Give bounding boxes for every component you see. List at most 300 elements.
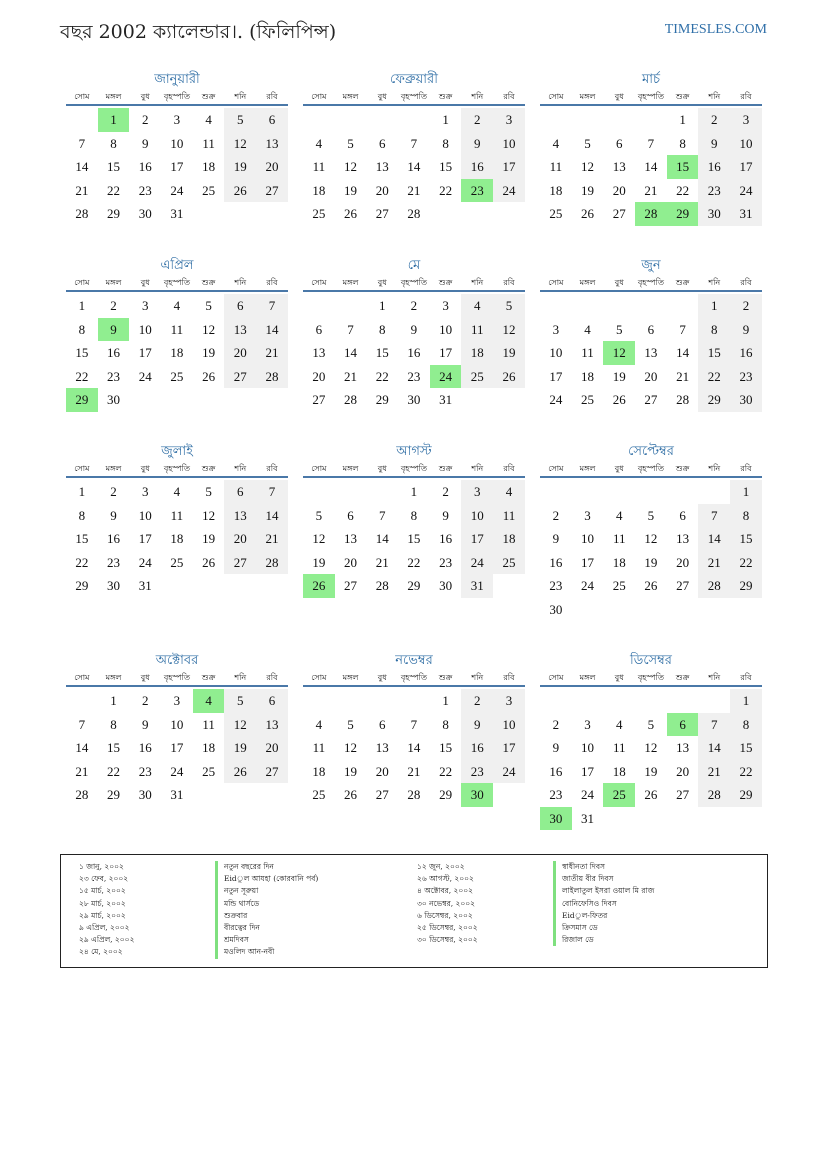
day-cell: 29 — [698, 388, 730, 412]
weekday-label: বৃহস্পতি — [163, 278, 190, 287]
day-cell: 2 — [110, 298, 117, 313]
empty-day-cell — [493, 574, 525, 598]
day-cell: 18 — [312, 763, 326, 779]
holiday-day-cell: 25 — [603, 783, 635, 807]
weekday-label: সোম — [74, 673, 90, 682]
day-cell: 22 — [698, 365, 730, 389]
day-cell: 10 — [138, 321, 152, 337]
day-cell: 6 — [256, 689, 288, 713]
site-link[interactable]: TIMESLES.COM — [664, 22, 767, 37]
day-cell: 6 — [378, 716, 386, 732]
day-cell: 27 — [375, 206, 389, 221]
holiday-list-item — [407, 861, 654, 873]
empty-day-cell — [603, 689, 635, 713]
day-cell: 3 — [584, 716, 591, 732]
day-cell: 17 — [170, 159, 184, 174]
day-cell: 13 — [644, 345, 658, 360]
empty-day-cell — [698, 598, 730, 622]
day-cell: 23 — [138, 182, 152, 198]
day-cell: 4 — [552, 135, 560, 151]
day-cell: 12 — [202, 507, 216, 523]
month-name: ডিসেম্বর — [630, 653, 672, 668]
day-cell: 19 — [312, 554, 326, 570]
day-cell: 22 — [676, 182, 690, 198]
day-cell: 21 — [344, 368, 358, 384]
day-cell: 16 — [138, 159, 152, 174]
empty-day-cell — [572, 480, 604, 504]
empty-day-cell — [698, 807, 730, 831]
day-cell: 27 — [256, 760, 288, 784]
weekday-label: রবি — [503, 673, 515, 682]
day-cell: 8 — [442, 135, 449, 151]
day-cell: 11 — [312, 740, 326, 755]
day-cell: 26 — [344, 787, 358, 802]
empty-day-cell — [635, 108, 667, 132]
day-cell: 21 — [256, 527, 288, 551]
empty-day-cell — [224, 574, 256, 598]
day-cell: 8 — [730, 713, 762, 737]
day-cell: 27 — [612, 206, 626, 221]
empty-day-cell — [303, 294, 335, 318]
weekday-label: বৃহস্পতি — [163, 673, 190, 682]
weekday-label: বুধ — [377, 278, 387, 287]
weekday-label: শনি — [234, 278, 247, 287]
day-cell: 8 — [378, 321, 386, 337]
day-cell: 28 — [698, 783, 730, 807]
day-cell: 5 — [205, 298, 212, 313]
day-cell: 17 — [493, 155, 525, 179]
holiday-legend — [60, 854, 768, 968]
day-cell: 7 — [647, 135, 655, 151]
day-cell: 20 — [644, 368, 658, 384]
day-cell: 28 — [698, 574, 730, 598]
weekday-label: শনি — [234, 92, 247, 101]
weekday-label: মঙ্গল — [105, 673, 122, 682]
day-cell: 12 — [644, 740, 658, 755]
day-cell: 18 — [312, 182, 326, 198]
day-cell: 14 — [375, 531, 389, 546]
day-cell: 15 — [439, 159, 453, 174]
day-cell: 9 — [442, 507, 449, 523]
weekday-header — [303, 276, 525, 292]
day-cell: 22 — [75, 554, 89, 570]
day-cell: 6 — [647, 321, 655, 337]
holiday-date: ১২ জুন, ২০০২ — [417, 862, 465, 871]
day-cell: 17 — [581, 763, 595, 779]
day-cell: 24 — [581, 787, 595, 802]
day-cell: 21 — [698, 760, 730, 784]
empty-day-cell — [366, 689, 398, 713]
weekday-header — [540, 90, 762, 106]
day-cell: 11 — [549, 159, 563, 174]
month-8 — [303, 442, 525, 598]
day-cell: 6 — [378, 135, 386, 151]
day-cell: 25 — [202, 182, 216, 198]
days-grid — [66, 108, 288, 226]
day-cell: 12 — [493, 318, 525, 342]
day-cell: 13 — [375, 740, 389, 755]
day-cell: 20 — [256, 736, 288, 760]
weekday-label: শুক্র — [201, 92, 216, 101]
day-cell: 5 — [205, 484, 212, 499]
day-cell: 30 — [138, 787, 152, 802]
empty-day-cell — [66, 108, 98, 132]
day-cell: 4 — [315, 716, 323, 732]
weekday-label: বৃহস্পতি — [400, 464, 427, 473]
days-grid — [303, 294, 525, 412]
day-cell: 2 — [698, 108, 730, 132]
weekday-label: শনি — [708, 92, 721, 101]
day-cell: 25 — [312, 206, 326, 221]
day-cell: 15 — [375, 345, 389, 360]
empty-day-cell — [635, 689, 667, 713]
day-cell: 22 — [375, 368, 389, 384]
holiday-name: রিজাল ডে — [553, 934, 594, 946]
empty-day-cell — [635, 598, 667, 622]
day-cell: 5 — [584, 135, 591, 151]
holiday-list-item — [69, 898, 318, 910]
weekday-label: মঙ্গল — [579, 673, 596, 682]
day-cell: 17 — [493, 736, 525, 760]
holiday-name: জাতীয় বীর দিবস — [553, 873, 614, 885]
empty-day-cell — [540, 689, 572, 713]
holiday-list-item — [69, 861, 318, 873]
day-cell: 14 — [256, 504, 288, 528]
month-name: মে — [407, 258, 421, 273]
day-cell: 16 — [461, 736, 493, 760]
day-cell: 18 — [202, 159, 216, 174]
day-cell: 1 — [679, 112, 686, 127]
weekday-label: বুধ — [377, 464, 387, 473]
day-cell: 13 — [612, 159, 626, 174]
day-cell: 19 — [202, 531, 216, 546]
weekday-label: সোম — [311, 673, 327, 682]
day-cell: 28 — [676, 392, 690, 407]
day-cell: 18 — [202, 740, 216, 755]
holiday-date: ২৯ মার্চ, ২০০২ — [79, 910, 126, 920]
weekday-header — [66, 462, 288, 478]
empty-day-cell — [193, 388, 225, 412]
day-cell: 8 — [110, 135, 117, 151]
day-cell: 10 — [493, 713, 525, 737]
day-cell: 27 — [676, 578, 690, 593]
day-cell: 25 — [549, 206, 563, 221]
empty-day-cell — [161, 574, 193, 598]
day-cell: 21 — [644, 182, 658, 198]
weekday-label: শনি — [708, 278, 721, 287]
day-cell: 28 — [375, 578, 389, 593]
month-name: নভেম্বর — [395, 653, 433, 668]
empty-day-cell — [572, 294, 604, 318]
day-cell: 24 — [581, 578, 595, 593]
empty-day-cell — [603, 598, 635, 622]
day-cell: 13 — [224, 318, 256, 342]
day-cell: 9 — [461, 713, 493, 737]
day-cell: 22 — [439, 182, 453, 198]
holiday-date: ৩০ ডিসেম্বর, ২০০২ — [417, 935, 478, 945]
holiday-name: Eidুল আযহা (কোরবানি পর্ব) — [215, 873, 318, 885]
holiday-name: স্বাধীনতা দিবস — [553, 861, 605, 873]
day-cell: 26 — [612, 392, 626, 407]
empty-day-cell — [667, 294, 699, 318]
month-name: সেপ্টেম্বর — [628, 444, 674, 459]
day-cell: 20 — [224, 527, 256, 551]
day-cell: 24 — [138, 368, 152, 384]
day-cell: 29 — [75, 578, 89, 593]
day-cell: 25 — [170, 554, 184, 570]
weekday-label: শুক্র — [438, 278, 453, 287]
day-cell: 10 — [581, 531, 595, 546]
day-cell: 4 — [173, 298, 181, 313]
day-cell: 18 — [170, 345, 184, 360]
weekday-label: রবি — [266, 673, 278, 682]
day-cell: 15 — [75, 345, 89, 360]
empty-day-cell — [335, 294, 367, 318]
day-cell: 1 — [698, 294, 730, 318]
month-name: অক্টোবর — [155, 653, 199, 668]
weekday-label: রবি — [503, 92, 515, 101]
empty-day-cell — [193, 202, 225, 226]
day-cell: 20 — [375, 763, 389, 779]
weekday-header — [303, 671, 525, 687]
day-cell: 12 — [344, 740, 358, 755]
day-cell: 2 — [442, 484, 449, 499]
weekday-label: বুধ — [140, 464, 150, 473]
empty-day-cell — [335, 480, 367, 504]
day-cell: 30 — [138, 206, 152, 221]
day-cell: 8 — [679, 135, 686, 151]
empty-day-cell — [398, 689, 430, 713]
empty-day-cell — [161, 388, 193, 412]
holiday-name: নতুন বছরের দিন — [215, 861, 274, 873]
weekday-label: বৃহস্পতি — [400, 278, 427, 287]
day-cell: 12 — [581, 159, 595, 174]
day-cell: 9 — [552, 531, 560, 546]
holiday-name: শ্রমদিবস — [215, 934, 249, 946]
day-cell: 4 — [584, 321, 591, 337]
weekday-label: শুক্র — [438, 92, 453, 101]
day-cell: 5 — [615, 321, 623, 337]
empty-day-cell — [129, 388, 161, 412]
holiday-date: ১ জানু, ২০০২ — [79, 862, 124, 871]
day-cell: 23 — [549, 787, 563, 802]
day-cell: 10 — [549, 345, 563, 360]
month-1 — [66, 70, 288, 226]
holiday-list-item — [69, 910, 318, 922]
day-cell: 18 — [493, 527, 525, 551]
day-cell: 19 — [224, 155, 256, 179]
day-cell: 5 — [347, 716, 354, 732]
day-cell: 12 — [644, 531, 658, 546]
day-cell: 1 — [730, 689, 762, 713]
weekday-label: সোম — [311, 278, 327, 287]
holiday-list-item — [407, 898, 654, 910]
day-cell: 27 — [644, 392, 658, 407]
holiday-day-cell: 29 — [66, 388, 98, 412]
day-cell: 20 — [344, 554, 358, 570]
day-cell: 22 — [439, 763, 453, 779]
day-cell: 26 — [202, 368, 216, 384]
month-5 — [303, 256, 525, 412]
day-cell: 2 — [552, 716, 560, 732]
day-cell: 3 — [730, 108, 762, 132]
day-cell: 13 — [676, 531, 690, 546]
weekday-label: শুক্র — [675, 92, 690, 101]
day-cell: 21 — [375, 554, 389, 570]
holiday-list-item — [69, 922, 318, 934]
weekday-label: শনি — [234, 464, 247, 473]
empty-day-cell — [398, 108, 430, 132]
day-cell: 14 — [676, 345, 690, 360]
day-cell: 24 — [549, 392, 563, 407]
day-cell: 7 — [698, 504, 730, 528]
day-cell: 4 — [461, 294, 493, 318]
day-cell: 7 — [78, 135, 86, 151]
day-cell: 16 — [107, 345, 121, 360]
day-cell: 13 — [676, 740, 690, 755]
day-cell: 7 — [78, 716, 86, 732]
day-cell: 3 — [493, 689, 525, 713]
weekday-label: সোম — [311, 464, 327, 473]
day-cell: 2 — [730, 294, 762, 318]
weekday-label: সোম — [74, 278, 90, 287]
empty-day-cell — [224, 388, 256, 412]
day-cell: 29 — [730, 783, 762, 807]
holiday-list-item — [407, 934, 654, 946]
weekday-label: বৃহস্পতি — [637, 278, 664, 287]
day-cell: 28 — [344, 392, 358, 407]
day-cell: 28 — [75, 206, 89, 221]
day-cell: 9 — [410, 321, 418, 337]
day-cell: 2 — [461, 108, 493, 132]
weekday-label: শনি — [708, 464, 721, 473]
day-cell: 31 — [439, 392, 453, 407]
day-cell: 11 — [612, 740, 626, 755]
day-cell: 1 — [730, 480, 762, 504]
day-cell: 16 — [730, 341, 762, 365]
empty-day-cell — [730, 598, 762, 622]
holiday-day-cell: 29 — [667, 202, 699, 226]
day-cell: 11 — [312, 159, 326, 174]
day-cell: 4 — [173, 484, 181, 499]
empty-day-cell — [303, 689, 335, 713]
day-cell: 31 — [461, 574, 493, 598]
day-cell: 24 — [493, 760, 525, 784]
day-cell: 29 — [407, 578, 421, 593]
day-cell: 27 — [375, 787, 389, 802]
weekday-label: শনি — [471, 673, 484, 682]
empty-day-cell — [603, 480, 635, 504]
day-cell: 2 — [410, 298, 418, 313]
days-grid — [540, 480, 762, 621]
empty-day-cell — [667, 480, 699, 504]
day-cell: 5 — [224, 108, 256, 132]
day-cell: 13 — [344, 531, 358, 546]
holiday-date: ১৫ মার্চ, ২০০২ — [79, 886, 126, 896]
day-cell: 2 — [141, 693, 149, 708]
day-cell: 8 — [110, 716, 117, 732]
weekday-label: রবি — [266, 278, 278, 287]
day-cell: 3 — [141, 484, 149, 499]
holiday-name: ক্রিসমাস ডে — [553, 922, 598, 934]
day-cell: 18 — [549, 182, 563, 198]
day-cell: 18 — [612, 554, 626, 570]
holiday-day-cell: 6 — [667, 713, 699, 737]
weekday-label: শনি — [471, 278, 484, 287]
day-cell: 13 — [224, 504, 256, 528]
weekday-label: শুক্র — [675, 673, 690, 682]
day-cell: 8 — [410, 507, 418, 523]
day-cell: 3 — [584, 507, 591, 523]
day-cell: 31 — [581, 810, 595, 826]
weekday-label: শুক্র — [201, 673, 216, 682]
month-name: জুলাই — [161, 444, 193, 459]
day-cell: 3 — [461, 480, 493, 504]
empty-day-cell — [667, 598, 699, 622]
holiday-date: ২৩ ফেব, ২০০২ — [79, 874, 129, 884]
day-cell: 27 — [312, 392, 326, 407]
empty-day-cell — [667, 689, 699, 713]
day-cell: 16 — [439, 531, 453, 546]
day-cell: 5 — [224, 689, 256, 713]
day-cell: 21 — [698, 551, 730, 575]
day-cell: 15 — [407, 531, 421, 546]
empty-day-cell — [572, 689, 604, 713]
day-cell: 5 — [347, 135, 354, 151]
day-cell: 4 — [615, 716, 623, 732]
weekday-label: মঙ্গল — [342, 464, 359, 473]
day-cell: 24 — [730, 179, 762, 203]
month-name: জানুয়ারী — [154, 72, 200, 87]
day-cell: 11 — [202, 135, 215, 151]
holiday-list-item — [407, 885, 654, 897]
day-cell: 8 — [698, 318, 730, 342]
day-cell: 23 — [407, 368, 421, 384]
weekday-label: রবি — [266, 92, 278, 101]
weekday-label: রবি — [740, 464, 752, 473]
days-grid — [66, 294, 288, 412]
day-cell: 31 — [170, 206, 184, 221]
day-cell: 21 — [676, 368, 690, 384]
weekday-label: শনি — [234, 673, 247, 682]
holiday-day-cell: 4 — [193, 689, 225, 713]
day-cell: 11 — [612, 531, 626, 546]
empty-day-cell — [667, 807, 699, 831]
day-cell: 19 — [344, 763, 358, 779]
day-cell: 21 — [256, 341, 288, 365]
empty-day-cell — [256, 202, 288, 226]
empty-day-cell — [603, 108, 635, 132]
day-cell: 17 — [138, 531, 152, 546]
empty-day-cell — [603, 807, 635, 831]
day-cell: 14 — [698, 527, 730, 551]
day-cell: 11 — [170, 507, 184, 523]
day-cell: 7 — [410, 716, 418, 732]
day-cell: 13 — [312, 345, 326, 360]
day-cell: 25 — [461, 365, 493, 389]
day-cell: 12 — [344, 159, 358, 174]
day-cell: 12 — [202, 321, 216, 337]
day-cell: 14 — [344, 345, 358, 360]
day-cell: 18 — [461, 341, 493, 365]
day-cell: 23 — [107, 368, 121, 384]
weekday-label: বৃহস্পতি — [400, 673, 427, 682]
day-cell: 28 — [75, 787, 89, 802]
day-cell: 25 — [612, 578, 626, 593]
weekday-label: শুক্র — [675, 464, 690, 473]
day-cell: 27 — [224, 365, 256, 389]
day-cell: 26 — [344, 206, 358, 221]
